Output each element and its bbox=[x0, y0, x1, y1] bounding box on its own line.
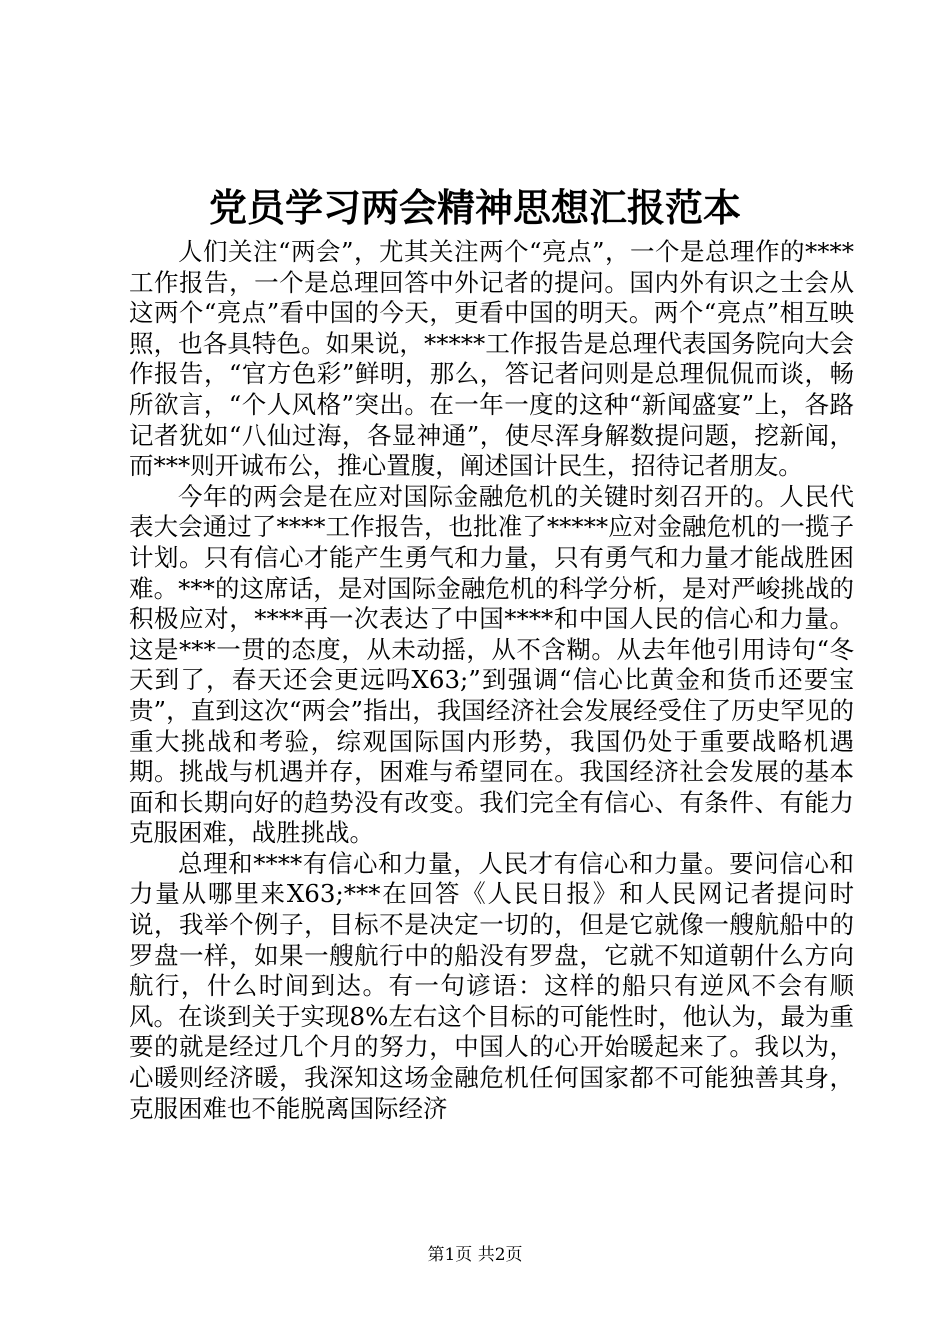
page-footer: 第1页 共2页 bbox=[427, 1245, 523, 1265]
paragraph-3: 总理和****有信心和力量，人民才有信心和力量。要问信心和力量从哪里来X63;***在回答《人民日报》和人民网记者提问时说，我举个例子，目标不是决定一切的，但是它就像一艘航船中的罗盘一样，如果一艘航行中的船没有罗盘，它就不知道朝什么方向航行，什么时间到达。有一句谚语：这样的船只有逆风不会有顺风。在谈到关于实现8%左右这个目标的可能性时，他认为，最为重要的就是经过几个月的努力，中国人的心开始暖起来了。我以为，心暖则经济暖，我深知这场金融危机任何国家都不可能独善其身，克服困难也不能脱离国际经济 bbox=[129, 848, 854, 1123]
document-body bbox=[129, 237, 854, 1124]
paragraph-1: 人们关注“两会”，尤其关注两个“亮点”，一个是总理作的****工作报告，一个是总理回答中外记者的提问。国内外有识之士会从这两个“亮点”看中国的今天，更看中国的明天。两个“亮点”相互映照，也各具特色。如果说，*****工作报告是总理代表国务院向大会作报告，“官方色彩”鲜明，那么，答记者问则是总理侃侃而谈，畅所欲言，“个人风格”突出。在一年一度的这种“新闻盛宴”上，各路记者犹如“八仙过海，各显神通”，使尽浑身解数提问题，挖新闻，而***则开诚布公，推心置腹，阐述国计民生，招待记者朋友。 bbox=[129, 237, 854, 481]
document-title: 党员学习两会精神思想汇报范本 bbox=[208, 185, 741, 230]
paragraph-2: 今年的两会是在应对国际金融危机的关键时刻召开的。人民代表大会通过了****工作报告，也批准了*****应对金融危机的一揽子计划。只有信心才能产生勇气和力量，只有勇气和力量才能战胜困难。***的这席话，是对国际金融危机的科学分析，是对严峻挑战的积极应对，****再一次表达了中国****和中国人民的信心和力量。这是***一贯的态度，从未动摇，从不含糊。从去年他引用诗句“冬天到了，春天还会更远吗X63;”到强调“信心比黄金和货币还要宝贵”，直到这次“两会”指出，我国经济社会发展经受住了历史罕见的重大挑战和考验，综观国际国内形势，我国仍处于重要战略机遇期。挑战与机遇并存，困难与希望同在。我国经济社会发展的基本面和长期向好的趋势没有改变。我们完全有信心、有条件、有能力克服困难，战胜挑战。 bbox=[129, 481, 854, 848]
